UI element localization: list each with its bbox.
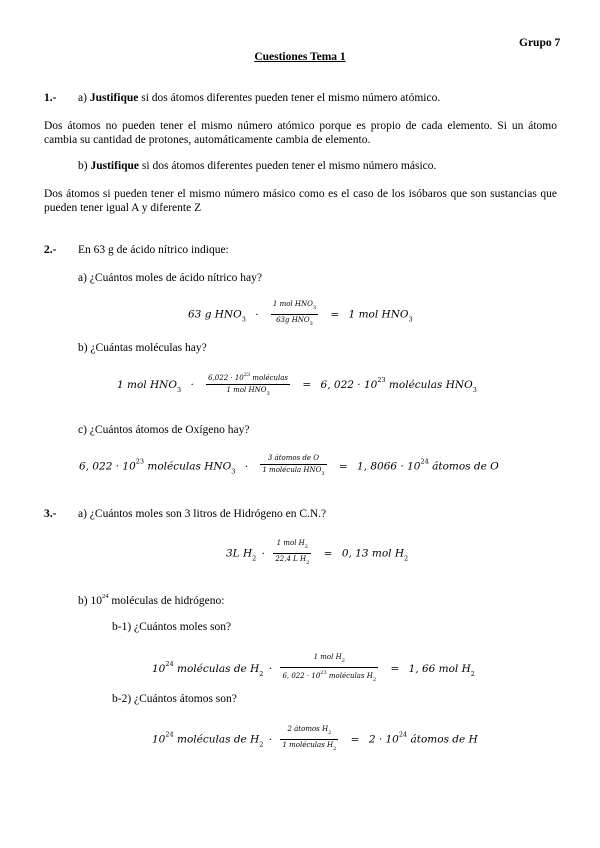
page-title: Cuestiones Tema 1: [254, 51, 346, 63]
q2-c-equation: 6, $022 \cdot 10^{23}$ moléculas $HNO_3$ · $\frac{\text{3 átomos de O}}{1 molécula HNO_3}$ = 1, $8066 \cdot 10^{24}$ átomos de O: [79, 454, 499, 477]
q3-number: 3.-: [44, 508, 57, 520]
q3-b1-fraction: $\frac{1 mol H_2}{6, 022 \cdot 10^{23} moléculas H_2}$: [282, 653, 377, 683]
q3-a-equation: 3L $H_2$ · $\frac{1 mol H_2}{22,4 L H_2}$ = 0, 13 mol $H_2$: [226, 539, 409, 566]
q3-b-question: b) $10^{24}$ moléculas de hidrógeno:: [78, 593, 225, 607]
q1-number: 1.-: [44, 92, 57, 104]
q1-a-answer: Dos átomos no pueden tener el mismo número atómico porque es propio de cada elemento. Si un átomo cambia su cantidad de protones, automáticamente cambia de elemento.: [44, 120, 557, 146]
q2-intro: En 63 g de ácido nítrico indique:: [78, 244, 229, 256]
q3-b1-question: b-1) ¿Cuántos moles son?: [112, 621, 232, 633]
group-label: Grupo 7: [519, 37, 561, 49]
q3-b2-fraction: $\frac{2 átomos H_2}{1 moléculas H_2}$: [282, 725, 337, 752]
q3-a-question: a) ¿Cuántos moles son 3 litros de Hidrógeno en C.N.?: [78, 508, 327, 520]
q2-b-fraction: $\frac{6,022 \cdot 10^{23} moléculas}{1 mol HNO_3}$: [208, 372, 289, 397]
q3-b2-question: b-2) ¿Cuántos átomos son?: [112, 693, 237, 705]
q3-a-fraction: $\frac{1 mol H_2}{22,4 L H_2}$: [275, 539, 310, 566]
q2-a-fraction: $\frac{1 mol HNO_3}{63g HNO_3}$: [272, 300, 317, 327]
q2-b-equation: 1 mol $HNO_3$ · $\frac{6,022 \cdot 10^{23} moléculas}{1 mol HNO_3}$ = 6, $022 \cdot 10^{23}$ moléculas $HNO_3$: [117, 372, 477, 397]
q1-a-question: a) Justifique si dos átomos diferentes pueden tener el mismo número atómico.: [78, 92, 441, 104]
q2-a-equation: 63 g $HNO_3$ · $\frac{1 mol HNO_3}{63g HNO_3}$ = 1 mol $HNO_3$: [188, 300, 413, 327]
q3-b2-equation: $10^{24}$ moléculas de $H_2$ · $\frac{2 átomos H_2}{1 moléculas H_2}$ = $2 \cdot 10^{24}$ átomos de H: [152, 725, 478, 752]
q2-b-question: b) ¿Cuántas moléculas hay?: [78, 342, 207, 354]
q1-b-question: b) Justifique si dos átomos diferentes pueden tener el mismo número másico.: [78, 160, 437, 172]
q2-c-question: c) ¿Cuántos átomos de Oxígeno hay?: [78, 424, 250, 436]
q3-b1-equation: $10^{24}$ moléculas de $H_2$ · $\frac{1 mol H_2}{6, 022 \cdot 10^{23} moléculas H_2}$ = 1, 66 mol $H_2$: [152, 653, 475, 683]
q1-b-answer: Dos átomos si pueden tener el mismo número másico como es el caso de los isóbaros que son sustancias que pueden tener igual A y diferente Z: [44, 188, 557, 214]
q2-c-fraction: $\frac{\text{3 átomos de O}}{1 molécula HNO_3}$: [262, 454, 325, 477]
q2-number: 2.-: [44, 244, 57, 256]
q2-a-question: a) ¿Cuántos moles de ácido nítrico hay?: [78, 272, 262, 284]
